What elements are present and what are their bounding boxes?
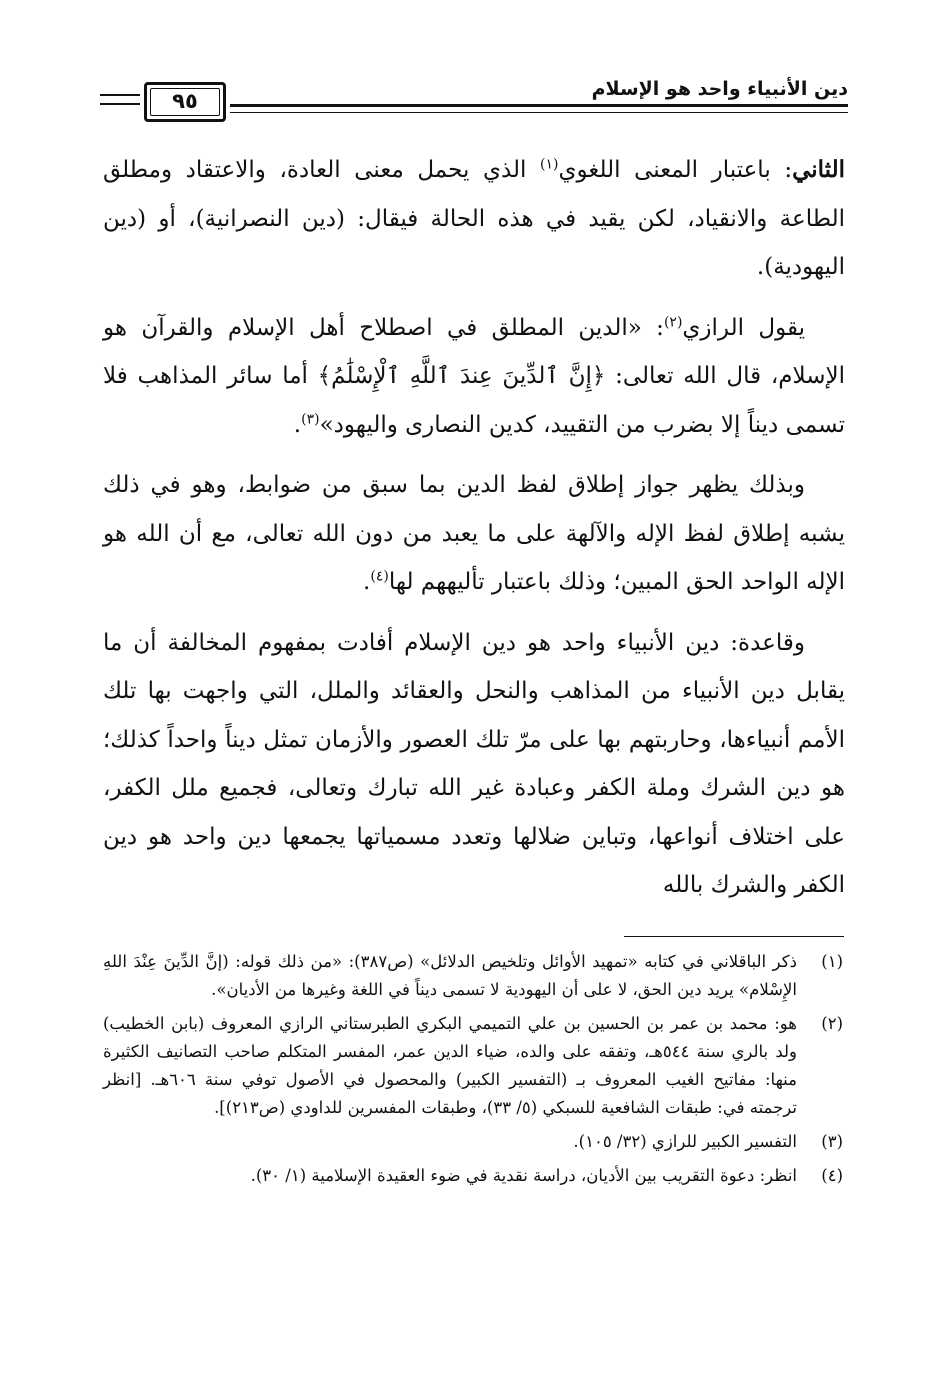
- paragraph-3-text-a: وبذلك يظهر جواز إطلاق لفظ الدين بما سبق من ضوابط، وهو في ذلك يشبه إطلاق لفظ الإله والآلهة على ما يعبد من دون الله تعالى، مع أن الله هو الإله الواحد الحق المبين؛ وذلك باعتبار تأليههم لها: [103, 472, 845, 595]
- footnote-1: [103, 948, 843, 1004]
- header-rule-right: [230, 104, 848, 113]
- footnote-separator: [624, 936, 844, 937]
- page-number: ٩٥: [144, 82, 226, 122]
- footnote-text: هو: محمد بن عمر بن الحسين بن علي التميمي البكري الطبرستاني الرازي المعروف (بابن الخطيب) ولد بالري سنة ٥٤٤هـ، وتفقه على والده، ضياء الدين عمر، المفسر المتكلم صاحب التصانيف الكثيرة منها: مفاتيح الغيب المعروف بـ (التفسير الكبير) والمحصول في الأصول توفي سنة ٦٠٦هـ. [انظر ترجمته في: طبقات الشافعية للسبكي (٥/ ٣٣)، وطبقات المفسرين للداودي (ص٢١٣)].: [103, 1014, 797, 1117]
- paragraph-1-lead: الثاني: [792, 156, 845, 183]
- header-rule-left: [100, 94, 140, 105]
- footnote-number: (٤): [821, 1166, 843, 1185]
- footnote-number: (١): [821, 952, 843, 971]
- paragraph-2-text-a: يقول الرازي: [682, 314, 806, 341]
- footnote-ref-4: (٤): [370, 568, 389, 585]
- paragraph-3: [103, 461, 845, 607]
- running-title: دين الأنبياء واحد هو الإسلام: [591, 78, 848, 100]
- footnote-2: [103, 1010, 843, 1122]
- paragraph-1-text-b: الذي يحمل معنى العادة، والاعتقاد ومطلق الطاعة والانقياد، لكن يقيد في هذه الحالة فيقال: (دين النصرانية)، أو (دين اليهودية).: [103, 157, 845, 280]
- page-header: [100, 68, 848, 138]
- paragraph-4: وقاعدة: دين الأنبياء واحد هو دين الإسلام أفادت بمفهوم المخالفة أن ما يقابل دين الأنبياء من المذاهب والنحل والعقائد والملل، التي واجهت بها تلك الأمم أنبياءها، وحاربتهم بها على مرّ تلك العصور والأزمان تمثل ديناً واحداً كذلك؛ هو دين الشرك وملة الكفر وعبادة غير الله تبارك وتعالى، فجميع ملل الكفر، على اختلاف أنواعها، وتباين ضلالها وتعدد مسمياتها يجمعها دين واحد هو دين الكفر والشرك بالله: [103, 629, 845, 898]
- main-text: [103, 146, 845, 922]
- footnote-4: [103, 1162, 843, 1190]
- footnote-3: [103, 1128, 843, 1156]
- footnote-number: (٢): [821, 1014, 843, 1033]
- footnotes: [103, 948, 843, 1196]
- paragraph-1: [103, 146, 845, 292]
- footnote-number: (٣): [821, 1132, 843, 1151]
- footnote-text: التفسير الكبير للرازي (٣٢/ ١٠٥).: [573, 1132, 797, 1151]
- footnote-text: ذكر الباقلاني في كتابه «تمهيد الأوائل وتلخيص الدلائل» (ص٣٨٧): «من ذلك قوله: (إنَّ الدِّينَ عِنْدَ اللهِ الإِسْلام» يريد دين الحق، لا على أن اليهودية لا تسمى ديناً في اللغة وغيرها من الأديان».: [103, 952, 797, 999]
- paragraph-2-text-b: : «الدين المطلق في اصطلاح أهل الإسلام والقرآن هو الإسلام، قال الله تعالى: ﴿إِنَّ ٱلدِّينَ عِندَ ٱللَّهِ ٱلْإِسْلَٰمُ﴾ أما سائر المذاهب فلا تسمى ديناً إلا بضرب من التقييد، كدين النصارى واليهود»: [103, 314, 845, 438]
- paragraph-2-text-c: .: [293, 411, 302, 438]
- footnote-ref-1: (١): [540, 156, 559, 173]
- paragraph-2: [103, 304, 845, 450]
- footnote-ref-2: (٢): [663, 313, 683, 330]
- paragraph-3-text-b: .: [363, 569, 371, 595]
- footnote-text: انظر: دعوة التقريب بين الأديان، دراسة نقدية في ضوء العقيدة الإسلامية (١/ ٣٠).: [250, 1166, 797, 1185]
- footnote-ref-3: (٣): [301, 410, 320, 427]
- paragraph-1-text-a: : باعتبار المعنى اللغوي: [558, 157, 793, 183]
